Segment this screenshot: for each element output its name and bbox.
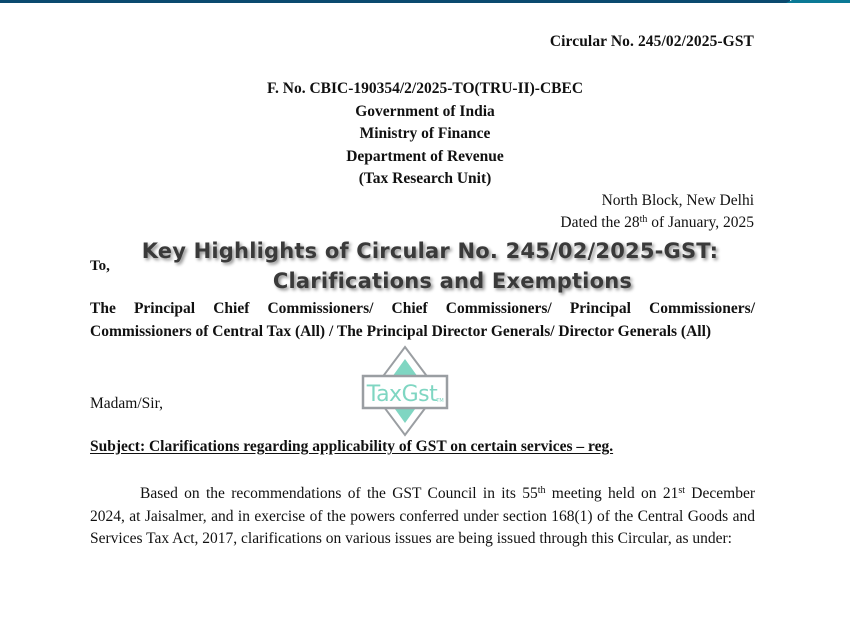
highlights-overlay-title — [100, 236, 760, 296]
body-ordinal-1: th — [537, 485, 546, 496]
issuing-authority-header — [0, 78, 850, 191]
date-prefix: Dated the 28 — [560, 214, 640, 231]
svg-text:TaxGst: TaxGst — [366, 382, 438, 407]
to-label: To, — [90, 258, 110, 274]
taxgst-logo-icon — [360, 345, 450, 437]
body-paragraph — [90, 483, 755, 551]
date — [560, 212, 754, 234]
ministry-line: Ministry of Finance — [359, 125, 491, 142]
recipients: The Principal Chief Commissioners/ Chief Commissioners/ Principal Commissioners/ Commissioners of Central Tax (All) / The Principal Director Generals/ Director Generals (All) — [90, 300, 755, 340]
overlay-title-line-2: Clarifications and Exemptions — [272, 269, 633, 293]
file-number: F. No. CBIC-190354/2/2025-TO(TRU-II)-CBEC — [266, 80, 584, 97]
body-text-3: December 2024, at Jaisalmer, and in exercise of the powers conferred under section 168(1) of the Central Goods and Services Tax Act, 2017, clarifications on various issues are being issued through this Circular, as under: — [90, 485, 755, 547]
place-and-date — [560, 190, 754, 234]
body-text-1: Based on the recommendations of the GST Council in its 55 — [140, 485, 538, 502]
department-line: Department of Revenue — [346, 147, 504, 165]
body-ordinal-2: st — [678, 485, 685, 496]
place: North Block, New Delhi — [601, 192, 754, 209]
subject-line: Subject: Clarifications regarding applicability of GST on certain services – reg. — [90, 438, 614, 455]
body-text-2: meeting held on 21 — [545, 485, 679, 502]
svg-text:TM: TM — [436, 398, 444, 404]
date-ordinal: th — [639, 214, 648, 225]
government-line: Government of India — [355, 102, 495, 120]
unit-line: (Tax Research Unit) — [358, 170, 492, 187]
date-suffix: of January, 2025 — [647, 214, 754, 231]
salutation: Madam/Sir, — [90, 395, 163, 412]
overlay-title-line-1: Key Highlights of Circular No. 245/02/2025-GST: — [141, 239, 719, 263]
circular-number: Circular No. 245/02/2025-GST — [549, 33, 754, 50]
